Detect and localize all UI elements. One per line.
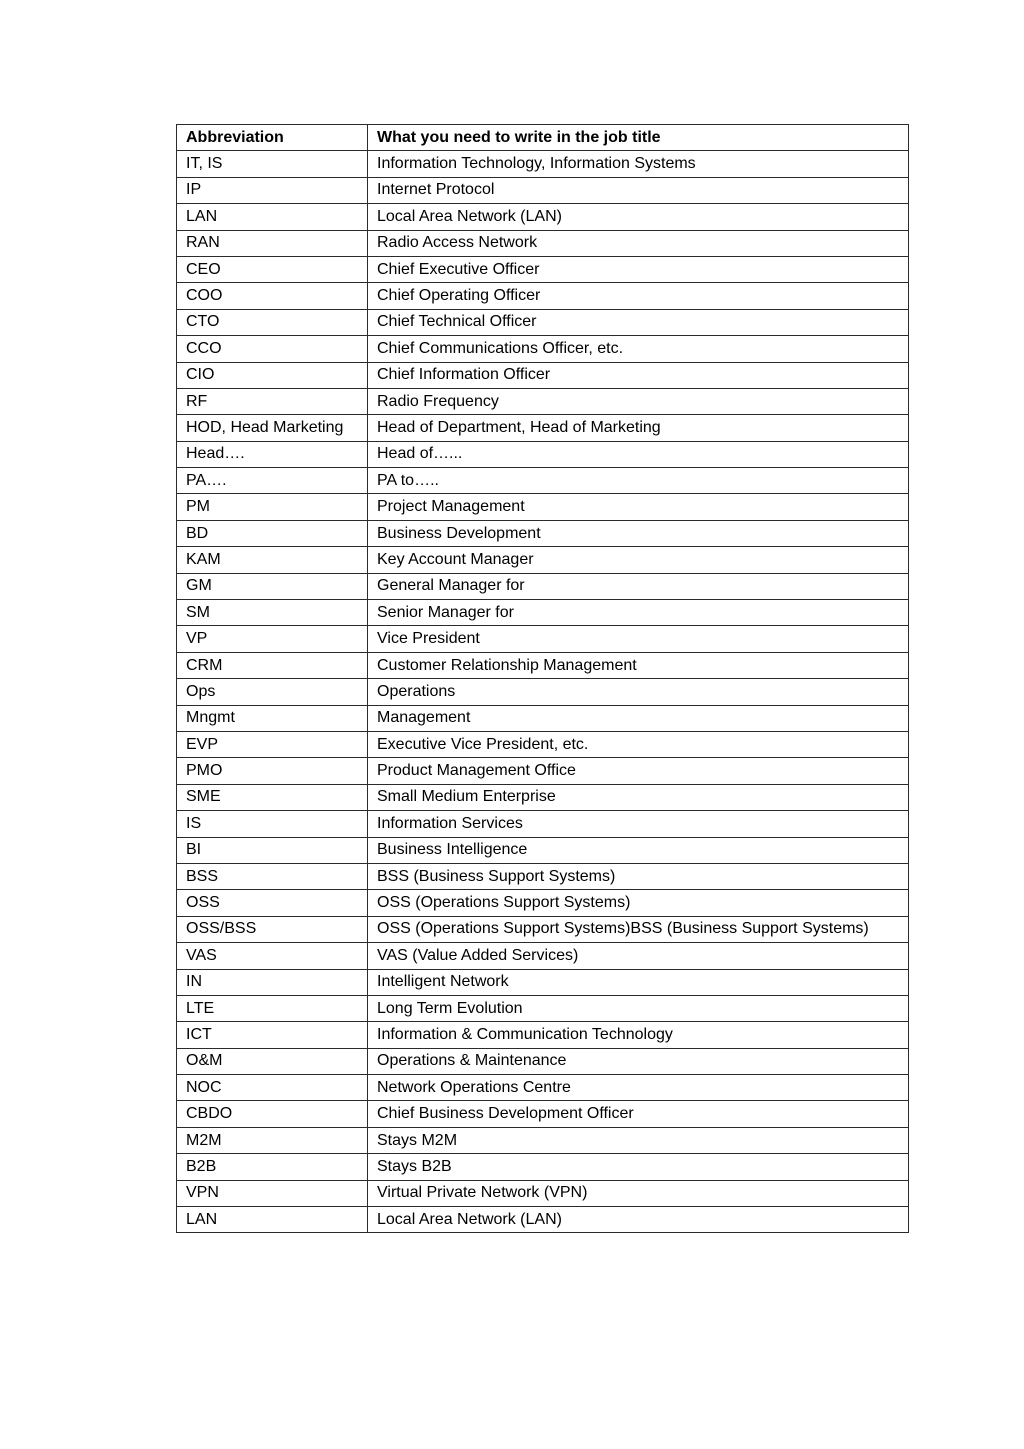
job-title-cell: Vice President bbox=[368, 626, 909, 652]
job-title-cell: Chief Communications Officer, etc. bbox=[368, 336, 909, 362]
job-title-cell: OSS (Operations Support Systems)BSS (Business Support Systems) bbox=[368, 916, 909, 942]
job-title-cell: Operations & Maintenance bbox=[368, 1048, 909, 1074]
abbreviation-cell: CIO bbox=[177, 362, 368, 388]
job-title-cell: Operations bbox=[368, 679, 909, 705]
table-row bbox=[177, 1207, 909, 1233]
job-title-cell: Stays M2M bbox=[368, 1127, 909, 1153]
table-row bbox=[177, 1154, 909, 1180]
abbreviation-cell: O&M bbox=[177, 1048, 368, 1074]
table-row bbox=[177, 468, 909, 494]
table-row bbox=[177, 362, 909, 388]
abbreviation-cell: BSS bbox=[177, 863, 368, 889]
table-row bbox=[177, 388, 909, 414]
job-title-cell: Project Management bbox=[368, 494, 909, 520]
abbreviation-cell: RAN bbox=[177, 230, 368, 256]
abbreviation-cell: BD bbox=[177, 520, 368, 546]
job-title-cell: PA to….. bbox=[368, 468, 909, 494]
abbreviation-table bbox=[176, 124, 909, 1233]
table-body bbox=[177, 151, 909, 1233]
table-row bbox=[177, 573, 909, 599]
job-title-cell: Head of Department, Head of Marketing bbox=[368, 415, 909, 441]
job-title-cell: VAS (Value Added Services) bbox=[368, 943, 909, 969]
abbreviation-cell: CTO bbox=[177, 309, 368, 335]
table-row bbox=[177, 705, 909, 731]
job-title-cell: Information Technology, Information Systems bbox=[368, 151, 909, 177]
abbreviation-cell: ICT bbox=[177, 1022, 368, 1048]
abbreviation-cell: IP bbox=[177, 177, 368, 203]
abbreviation-cell: Head…. bbox=[177, 441, 368, 467]
table-row bbox=[177, 441, 909, 467]
table-row bbox=[177, 151, 909, 177]
job-title-cell: Product Management Office bbox=[368, 758, 909, 784]
abbreviation-cell: LAN bbox=[177, 1207, 368, 1233]
job-title-cell: Stays B2B bbox=[368, 1154, 909, 1180]
job-title-cell: Internet Protocol bbox=[368, 177, 909, 203]
abbreviation-cell: LTE bbox=[177, 995, 368, 1021]
header-job-title: What you need to write in the job title bbox=[368, 125, 909, 151]
abbreviation-cell: IN bbox=[177, 969, 368, 995]
abbreviation-cell: CCO bbox=[177, 336, 368, 362]
table-row bbox=[177, 837, 909, 863]
job-title-cell: Management bbox=[368, 705, 909, 731]
table-header-row bbox=[177, 125, 909, 151]
job-title-cell: OSS (Operations Support Systems) bbox=[368, 890, 909, 916]
job-title-cell: Head of…... bbox=[368, 441, 909, 467]
job-title-cell: Chief Executive Officer bbox=[368, 256, 909, 282]
abbreviation-cell: Mngmt bbox=[177, 705, 368, 731]
table-row bbox=[177, 230, 909, 256]
table-row bbox=[177, 731, 909, 757]
abbreviation-cell: OSS/BSS bbox=[177, 916, 368, 942]
abbreviation-cell: IS bbox=[177, 811, 368, 837]
job-title-cell: Information & Communication Technology bbox=[368, 1022, 909, 1048]
abbreviation-cell: CRM bbox=[177, 652, 368, 678]
table-row bbox=[177, 943, 909, 969]
abbreviation-cell: LAN bbox=[177, 204, 368, 230]
table-row bbox=[177, 811, 909, 837]
job-title-cell: Virtual Private Network (VPN) bbox=[368, 1180, 909, 1206]
table-row bbox=[177, 916, 909, 942]
job-title-cell: General Manager for bbox=[368, 573, 909, 599]
job-title-cell: Senior Manager for bbox=[368, 600, 909, 626]
abbreviation-cell: RF bbox=[177, 388, 368, 414]
abbreviation-cell: CBDO bbox=[177, 1101, 368, 1127]
job-title-cell: Key Account Manager bbox=[368, 547, 909, 573]
abbreviation-cell: VPN bbox=[177, 1180, 368, 1206]
job-title-cell: Chief Operating Officer bbox=[368, 283, 909, 309]
abbreviation-cell: CEO bbox=[177, 256, 368, 282]
job-title-cell: Information Services bbox=[368, 811, 909, 837]
abbreviation-cell: COO bbox=[177, 283, 368, 309]
abbreviation-cell: PM bbox=[177, 494, 368, 520]
table-row bbox=[177, 204, 909, 230]
job-title-cell: Business Intelligence bbox=[368, 837, 909, 863]
job-title-cell: Local Area Network (LAN) bbox=[368, 1207, 909, 1233]
abbreviation-cell: VAS bbox=[177, 943, 368, 969]
job-title-cell: Local Area Network (LAN) bbox=[368, 204, 909, 230]
abbreviation-cell: HOD, Head Marketing bbox=[177, 415, 368, 441]
table-row bbox=[177, 520, 909, 546]
job-title-cell: Customer Relationship Management bbox=[368, 652, 909, 678]
job-title-cell: Chief Business Development Officer bbox=[368, 1101, 909, 1127]
table-row bbox=[177, 1048, 909, 1074]
table-row bbox=[177, 283, 909, 309]
table-row bbox=[177, 652, 909, 678]
abbreviation-cell: IT, IS bbox=[177, 151, 368, 177]
job-title-cell: Small Medium Enterprise bbox=[368, 784, 909, 810]
table-row bbox=[177, 679, 909, 705]
table-row bbox=[177, 784, 909, 810]
table-row bbox=[177, 336, 909, 362]
table-header bbox=[177, 125, 909, 151]
abbreviation-cell: PMO bbox=[177, 758, 368, 784]
job-title-cell: Executive Vice President, etc. bbox=[368, 731, 909, 757]
table-row bbox=[177, 1127, 909, 1153]
abbreviation-cell: Ops bbox=[177, 679, 368, 705]
job-title-cell: Network Operations Centre bbox=[368, 1075, 909, 1101]
abbreviation-cell: GM bbox=[177, 573, 368, 599]
header-abbreviation: Abbreviation bbox=[177, 125, 368, 151]
table-row bbox=[177, 626, 909, 652]
table-row bbox=[177, 1022, 909, 1048]
abbreviation-cell: M2M bbox=[177, 1127, 368, 1153]
table-row bbox=[177, 995, 909, 1021]
job-title-cell: Chief Information Officer bbox=[368, 362, 909, 388]
job-title-cell: BSS (Business Support Systems) bbox=[368, 863, 909, 889]
table-row bbox=[177, 758, 909, 784]
table-row bbox=[177, 256, 909, 282]
job-title-cell: Radio Access Network bbox=[368, 230, 909, 256]
abbreviation-cell: KAM bbox=[177, 547, 368, 573]
table-row bbox=[177, 1180, 909, 1206]
table-row bbox=[177, 890, 909, 916]
abbreviation-cell: VP bbox=[177, 626, 368, 652]
abbreviation-cell: EVP bbox=[177, 731, 368, 757]
abbreviation-cell: BI bbox=[177, 837, 368, 863]
table-row bbox=[177, 547, 909, 573]
job-title-cell: Long Term Evolution bbox=[368, 995, 909, 1021]
table-row bbox=[177, 309, 909, 335]
table-row bbox=[177, 969, 909, 995]
abbreviation-cell: NOC bbox=[177, 1075, 368, 1101]
abbreviation-cell: SM bbox=[177, 600, 368, 626]
table-row bbox=[177, 1101, 909, 1127]
abbreviation-cell: PA…. bbox=[177, 468, 368, 494]
table-row bbox=[177, 494, 909, 520]
job-title-cell: Radio Frequency bbox=[368, 388, 909, 414]
abbreviation-cell: B2B bbox=[177, 1154, 368, 1180]
job-title-cell: Chief Technical Officer bbox=[368, 309, 909, 335]
table-row bbox=[177, 415, 909, 441]
abbreviation-cell: OSS bbox=[177, 890, 368, 916]
table-row bbox=[177, 863, 909, 889]
abbreviation-cell: SME bbox=[177, 784, 368, 810]
job-title-cell: Intelligent Network bbox=[368, 969, 909, 995]
table-row bbox=[177, 1075, 909, 1101]
job-title-cell: Business Development bbox=[368, 520, 909, 546]
table-row bbox=[177, 600, 909, 626]
table-row bbox=[177, 177, 909, 203]
